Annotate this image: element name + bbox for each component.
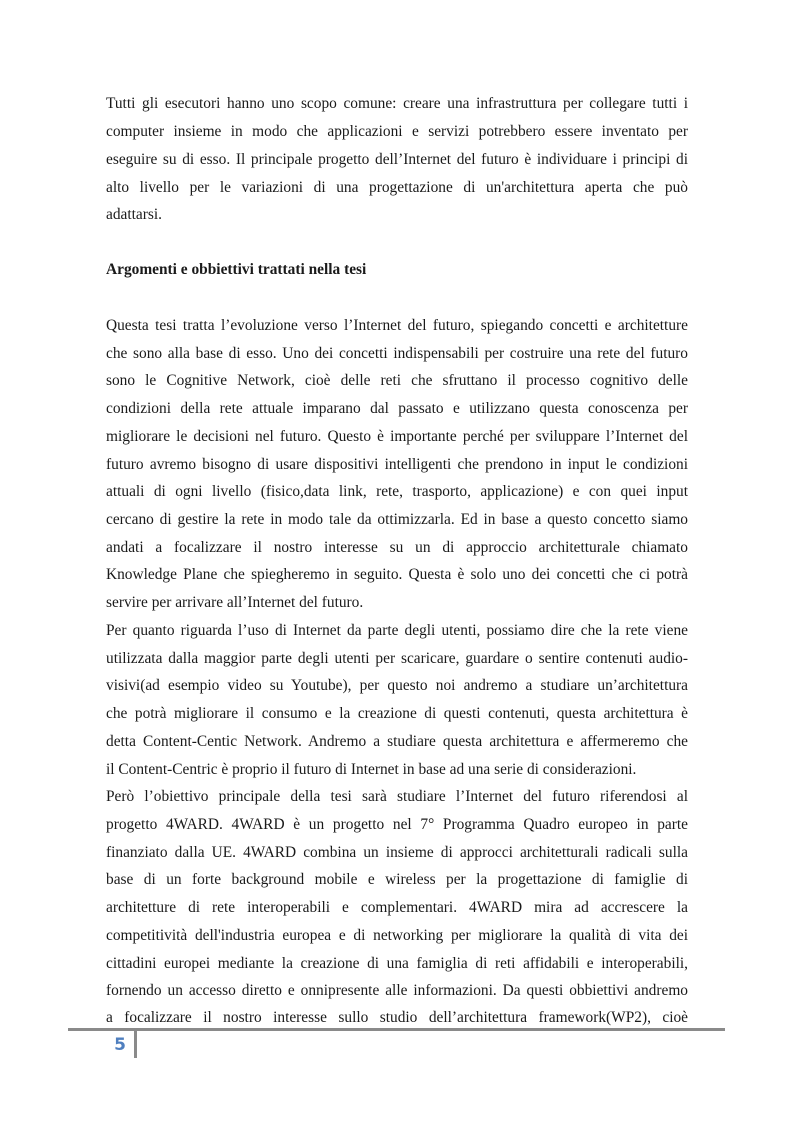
text-line: Però l’obiettivo principale della tesi sarà studiare l’Internet del futuro riferendosi al: [106, 788, 688, 805]
text-line: cercano di gestire la rete in modo tale da ottimizzarla. Ed in base a questo concetto siamo: [106, 511, 688, 528]
text-line: fornendo un accesso diretto e onnipresente alle informazioni. Da questi obbiettivi andremo: [106, 982, 688, 999]
text-line: competitività dell'industria europea e di networking per migliorare la qualità di vita dei: [106, 927, 688, 944]
text-line: visivi(ad esempio video su Youtube), per questo noi andremo a studiare un’architettura: [106, 677, 688, 694]
text-line: a focalizzare il nostro interesse sullo studio dell’architettura framework(WP2), cioè: [106, 1009, 688, 1026]
text-line: migliorare le decisioni nel futuro. Questo è importante perché per sviluppare l’Internet del: [106, 428, 688, 445]
text-line: adattarsi.: [106, 206, 162, 223]
footer-rule: [68, 1028, 725, 1031]
text-line: condizioni della rete attuale imparano dal passato e utilizzano questa conoscenza per: [106, 400, 688, 417]
text-line: servire per arrivare all’Internet del futuro.: [106, 594, 364, 611]
text-line: sono le Cognitive Network, cioè delle reti che sfruttano il processo cognitivo delle: [106, 372, 688, 389]
text-line: il Content-Centric è proprio il futuro di Internet in base ad una serie di considerazioni.: [106, 761, 637, 778]
section-heading: Argomenti e obbiettivi trattati nella tesi: [106, 261, 367, 278]
text-line: base di un forte background mobile e wireless per la progettazione di famiglie di: [106, 871, 688, 888]
text-line: architetture di rete interoperabili e complementari. 4WARD mira ad accrescere la: [106, 899, 688, 916]
text-line: progetto 4WARD. 4WARD è un progetto nel 7° Programma Quadro europeo in parte: [106, 816, 688, 833]
page-number: 5: [114, 1035, 126, 1055]
text-line: Per quanto riguarda l’uso di Internet da parte degli utenti, possiamo dire che la rete viene: [106, 622, 688, 639]
text-line: che potrà migliorare il consumo e la creazione di questi contenuti, questa architettura è: [106, 705, 688, 722]
text-line: detta Content-Centic Network. Andremo a studiare questa architettura e affermeremo che: [106, 733, 688, 750]
text-line: che sono alla base di esso. Uno dei concetti indispensabili per costruire una rete del futuro: [106, 345, 688, 362]
text-line: utilizzata dalla maggior parte degli utenti per scaricare, guardare o sentire contenuti audio-: [106, 650, 688, 667]
text-line: attuali di ogni livello (fisico,data link, rete, trasporto, applicazione) e con quei input: [106, 483, 688, 500]
text-line: futuro avremo bisogno di usare dispositivi intelligenti che prendono in input le condizioni: [106, 456, 688, 473]
text-line: cittadini europei mediante la creazione di una famiglia di reti affidabili e interoperabili,: [106, 955, 688, 972]
text-line: computer insieme in modo che applicazioni e servizi potrebbero essere inventato per: [106, 123, 688, 140]
text-line: Knowledge Plane che spiegheremo in seguito. Questa è solo uno dei concetti che ci potrà: [106, 566, 688, 583]
text-line: finanziato dalla UE. 4WARD combina un insieme di approcci architetturali radicali sulla: [106, 844, 688, 861]
footer-divider: [134, 1031, 137, 1058]
text-line: Questa tesi tratta l’evoluzione verso l’Internet del futuro, spiegando concetti e architetture: [106, 317, 688, 334]
text-line: Tutti gli esecutori hanno uno scopo comune: creare una infrastruttura per collegare tutti i: [106, 95, 688, 112]
text-line: alto livello per le variazioni di una progettazione di un'architettura aperta che può: [106, 179, 688, 196]
text-line: eseguire su di esso. Il principale progetto dell’Internet del futuro è individuare i principi di: [106, 151, 688, 168]
text-line: andati a focalizzare il nostro interesse su un di approccio architetturale chiamato: [106, 539, 688, 556]
